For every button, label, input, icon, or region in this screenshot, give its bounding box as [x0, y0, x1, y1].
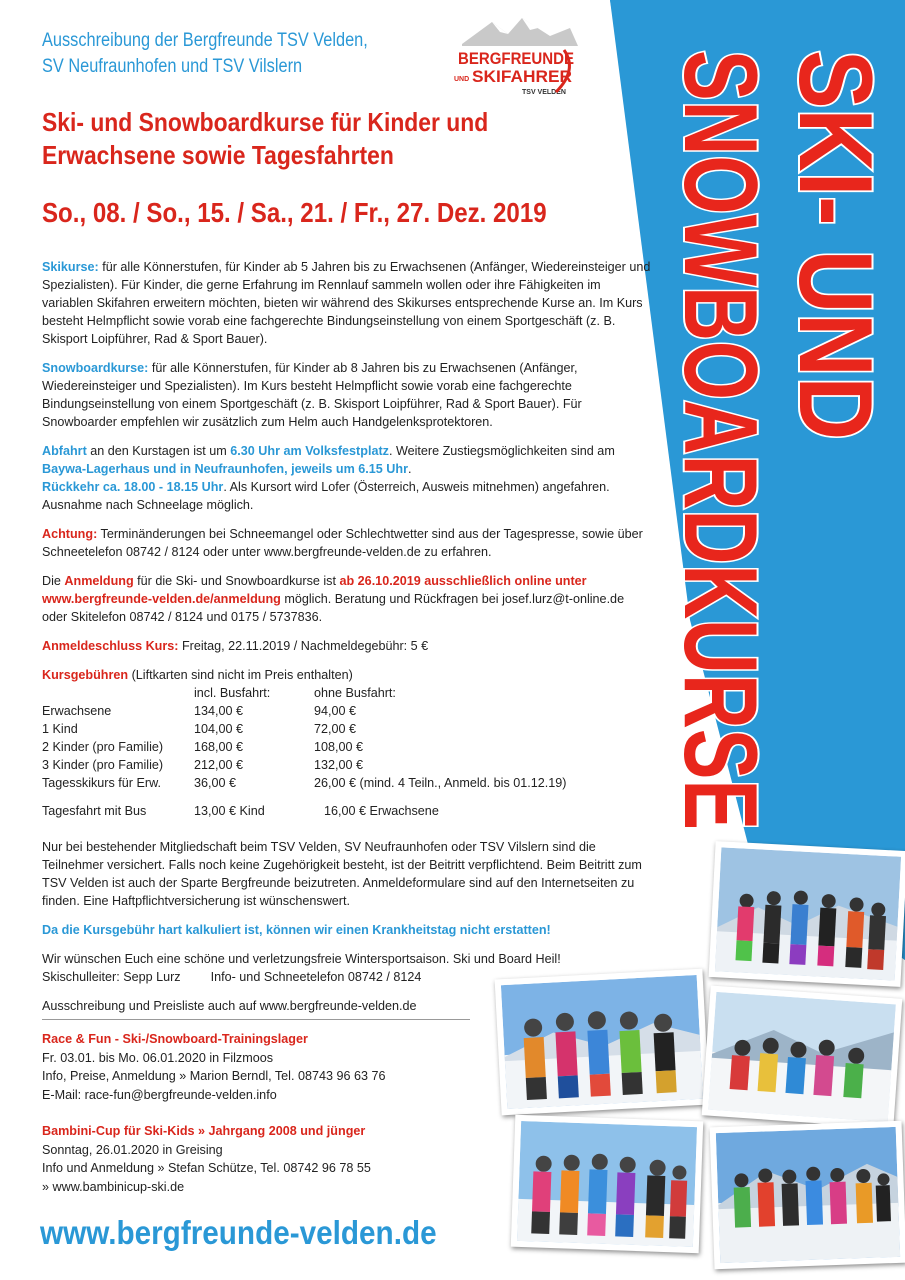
logo-line3: TSV VELDEN [522, 89, 566, 96]
race-title: Race & Fun - Ski-/Snowboard-Trainingslager [42, 1032, 308, 1046]
vertical-title [650, 30, 900, 1119]
krankheit-note: Da die Kursgebühr hart kalkuliert ist, können wir einen Krankheitstag nicht erstatten! [42, 923, 551, 937]
website-link[interactable]: www.bergfreunde-velden.de [40, 1214, 437, 1251]
logo-und: UND [454, 76, 470, 83]
table-header-row: incl. Busfahrt: ohne Busfahrt: [194, 686, 396, 700]
group-photo-5 [710, 1121, 905, 1270]
race-fun-block: Race & Fun - Ski-/Snowboard-Trainingslager Fr. 03.01. bis Mo. 06.01.2020 in Filzmoos Info, Preise, Anmeldung » Marion Berndl, Tel. 08743 96 63 76 E-Mail: race-fun@bergfreunde-velden.info [42, 1030, 482, 1104]
table-row: Tagesskikurs für Erw. 36,00 € 26,00 € (mind. 4 Teiln., Anmeld. bis 01.12.19) [42, 776, 567, 790]
skikurse-label: Skikurse: [42, 260, 99, 274]
ausschreibung-text: Ausschreibung und Preisliste auch auf www.bergfreunde-velden.de [42, 999, 417, 1013]
table-row: Erwachsene 134,00 € 94,00 € [42, 704, 357, 718]
events-section [42, 1030, 482, 1214]
header-line1: Ausschreibung der Bergfreunde TSV Velden, [42, 30, 368, 51]
leiter-line: Skischulleiter: Sepp Lurz Info- und Schneetelefon 08742 / 8124 [42, 970, 422, 984]
group-photo-4 [511, 1115, 703, 1253]
group-photo-1 [709, 841, 905, 987]
main-body [42, 258, 652, 1015]
anmeldeschluss-paragraph: Anmeldeschluss Kurs: Freitag, 22.11.2019 / Nachmeldegebühr: 5 € [42, 639, 429, 653]
header-subtitle [42, 28, 438, 80]
bambini-title: Bambini-Cup für Ski-Kids » Jahrgang 2008 und jünger [42, 1124, 366, 1138]
table-row: 3 Kinder (pro Familie) 212,00 € 132,00 € [42, 758, 364, 772]
gruss-text: Wir wünschen Euch eine schöne und verletzungsfreie Wintersportsaison. Ski und Board Heil! [42, 952, 561, 966]
table-row: 1 Kind 104,00 € 72,00 € [42, 722, 357, 736]
skikurse-paragraph: Skikurse: für alle Könnerstufen, für Kinder ab 5 Jahren bis zu Erwachsenen (Anfänger, Wiedereinsteiger und Spezialisten). Für Kinder, die gerne Erfahrung im Rennlauf sammeln wollen oder ihre Fähigkeiten im variablen Skifahren erweitern möchten, bieten wir während des Skikurses entsprechende Kurse an. Im Kurs besteht Helmpflicht sowie vorab eine fachgerechte Bindungseinstellung von einem Sportgeschäft (z. B. Skisport Loipführer, Rad & Sport Bauer). [42, 260, 651, 346]
logo-line1: BERGFREUNDE [458, 49, 574, 68]
header-line2: SV Neufraunhofen und TSV Vilslern [42, 56, 303, 77]
headline-line1: Ski- und Snowboardkurse für Kinder und [42, 107, 489, 137]
achtung-paragraph: Achtung: Terminänderungen bei Schneemangel oder Schlechtwetter sind aus der Tagespresse, sowie über Schneetelefon 08742 / 8124 oder unter www.bergfreunde-velden.de zu erfahren. [42, 527, 643, 559]
logo-line2: SKIFAHRER [472, 67, 572, 86]
divider [42, 1019, 470, 1020]
headline [42, 106, 605, 172]
headline-line2: Erwachsene sowie Tagesfahrten [42, 140, 394, 170]
group-photo-3 [702, 985, 903, 1128]
bambini-block: Bambini-Cup für Ski-Kids » Jahrgang 2008 und jünger Sonntag, 26.01.2020 in Greising Info und Anmeldung » Stefan Schütze, Tel. 08742 96 78 55 » www.bambinicup-ski.de [42, 1122, 482, 1196]
course-dates: So., 08. / So., 15. / Sa., 21. / Fr., 27. Dez. 2019 [42, 197, 547, 228]
vertical-title-line2: SNOWBOARDKURSE [662, 50, 778, 1119]
table-row-bus: Tagesfahrt mit Bus 13,00 € Kind 16,00 € Erwachsene [42, 804, 439, 818]
kursgebuehren-heading: Kursgebühren (Liftkarten sind nicht im Preis enthalten) [42, 668, 353, 682]
group-photo-2 [495, 969, 710, 1116]
fees-table [42, 684, 567, 820]
snowboard-label: Snowboardkurse: [42, 361, 149, 375]
vertical-title-line1: SKI- UND [777, 50, 893, 513]
club-logo [452, 14, 580, 98]
mitglied-paragraph: Nur bei bestehender Mitgliedschaft beim TSV Velden, SV Neufraunhofen oder TSV Vilslern sind die Teilnehmer versichert. Falls noch keine Zugehörigkeit besteht, ist der Beitritt verpflichtend. Beim Beitritt zum TSV Velden ist auch der Sparte Bergfreunde beizutreten. Anmeldeformulare sind auf den Internetseiten zu finden. Eine Haftpflichtversicherung ist wünschenswert. [42, 840, 642, 908]
abfahrt-paragraph: Abfahrt an den Kurstagen ist um 6.30 Uhr am Volksfestplatz. Weitere Zustiegsmöglichkeiten sind am Baywa-Lagerhaus und in Neufraunhofen, jeweils um 6.15 Uhr. Rückkehr ca. 18.00 - 18.15 Uhr. Als Kursort wird Lofer (Österreich, Ausweis mitnehmen) angefahren. Ausnahme nach Schneelage möglich. [42, 444, 615, 512]
anmeldung-paragraph: Die Anmeldung für die Ski- und Snowboardkurse ist ab 26.10.2019 ausschließlich online unter www.bergfreunde-velden.de/anmeldung möglich. Beratung und Rückfragen bei josef.lurz@t-online.de oder Skitelefon 08742 / 8124 und 0175 / 5737836. [42, 574, 625, 624]
table-row: 2 Kinder (pro Familie) 168,00 € 108,00 € [42, 740, 364, 754]
snowboard-paragraph: Snowboardkurse: für alle Könnerstufen, für Kinder ab 8 Jahren bis zu Erwachsenen (Anfänger, Wiedereinsteiger und Spezialisten). Im Kurs besteht Helmpflicht sowie vorab eine fachgerechte Bindungseinstellung von einem Sportgeschäft (z. B. Skisport Loipführer, Rad & Sport Bauer). Für Snowboarder empfehlen wir zusätzlich zum Helm auch Handgelenksprotektoren. [42, 361, 582, 429]
